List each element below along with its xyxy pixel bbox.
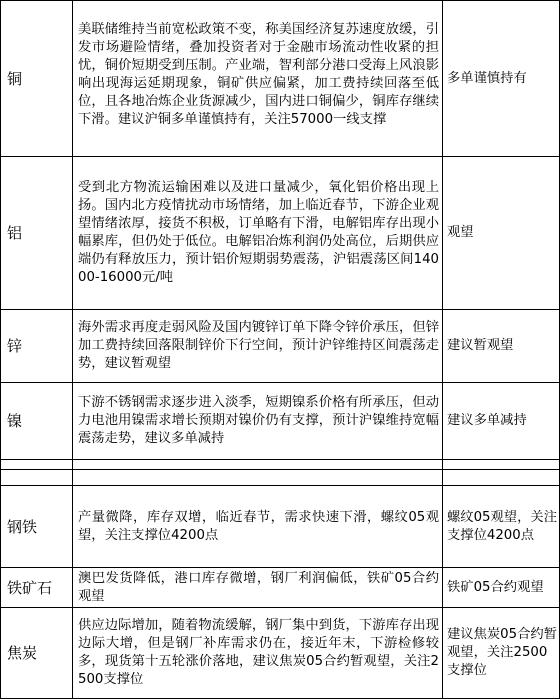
commodity-name: 镍 xyxy=(7,412,23,430)
suggestion-text: 多单谨慎持有 xyxy=(447,70,527,86)
commodity-name-cell xyxy=(1,486,73,568)
suggestion-cell xyxy=(443,157,560,310)
commodity-name: 铝 xyxy=(7,224,23,242)
market-view-text: 产量微降，库存双增，临近春节，需求快速下滑，螺纹05观望，关注支撑位4200点 xyxy=(78,509,439,543)
table-row-aluminum xyxy=(1,157,560,310)
commodity-name: 铁矿石 xyxy=(7,578,53,597)
commodity-name: 焦炭 xyxy=(7,644,38,662)
market-view-text: 澳巴发货降低，港口库存微增，钢厂利润偏低，铁矿05合约观望 xyxy=(78,570,439,604)
suggestion-cell xyxy=(443,383,560,460)
table-row-nickel xyxy=(1,383,560,460)
commodity-name-cell xyxy=(1,608,73,699)
market-view-cell xyxy=(73,310,443,383)
commodity-name-cell xyxy=(1,310,73,383)
commodity-name-cell xyxy=(1,1,73,157)
market-view-text: 美联储维持当前宽松政策不变，称美国经济复苏速度放缓，引发市场避险情绪，叠加投资者对于金融市场流动性收紧的担忧，铜价短期受到压制。产业端，智利部分港口受海上风浪影响出现海运延期现象，铜矿供应偏紧，加工费持续回落至低位，且各地冶炼企业货源减少，国内进口铜偏少，铜库存继续下滑。建议沪铜多单谨慎持有，关注57000一线支撑 xyxy=(78,21,439,127)
suggestion-text: 螺纹05观望，关注支撑位4200点 xyxy=(447,509,557,543)
market-view-text: 下游不锈钢需求逐步进入淡季，短期镍系价格有所承压，但动力电池用镍需求增长预期对镍价仍有支撑，预计沪镍维持宽幅震荡走势，建议多单减持 xyxy=(78,395,439,446)
suggestion-text: 铁矿05合约观望 xyxy=(447,579,544,595)
commodity-name: 钢铁 xyxy=(7,517,38,536)
commodity-name-cell xyxy=(1,568,73,608)
commodity-name-cell xyxy=(1,383,73,460)
market-view-text: 供应边际增加，随着物流缓解，钢厂集中到货，下游库存出现边际大增，但是钢厂补库需求仍在，接近年末，下游检修较多，现货第十五轮涨价落地，建议焦炭05合约暂观望，关注2500支撑位 xyxy=(78,618,439,687)
commodity-name: 锌 xyxy=(7,337,23,355)
market-view-cell xyxy=(73,1,443,157)
table-row-steel xyxy=(1,486,560,568)
table-row-iron-ore xyxy=(1,568,560,608)
market-view-text: 受到北方物流运输困难以及进口量减少，氧化铝价格出现上扬。国内北方疫情扰动市场情绪，加上临近春节，下游企业观望情绪浓厚，接货不积极，订单略有下滑，电解铝库存出现小幅累库，但仍处于低位。电解铝冶炼利润仍处高位，后期供应端仍有释放压力，预计铝价短期弱势震荡，沪铝震荡区间14000-16000元/吨 xyxy=(78,180,439,285)
commodity-name-cell xyxy=(1,157,73,310)
commodity-name: 铜 xyxy=(7,69,23,88)
table-row-copper xyxy=(1,1,560,157)
suggestion-text: 建议焦炭05合约暂观望，关注2500支撑位 xyxy=(447,627,557,678)
market-view-text: 海外需求再度走弱风险及国内镀锌订单下降令锌价承压，但锌加工费持续回落限制锌价下行空间，预计沪锌维持区间震荡走势，建议暂观望 xyxy=(78,320,439,371)
suggestion-cell xyxy=(443,1,560,157)
suggestion-text: 建议暂观望 xyxy=(447,338,514,353)
market-view-cell xyxy=(73,608,443,699)
table-row-zinc xyxy=(1,310,560,383)
market-view-cell xyxy=(73,383,443,460)
section-separator-row xyxy=(1,460,560,470)
suggestion-cell xyxy=(443,486,560,568)
suggestion-cell xyxy=(443,310,560,383)
suggestion-cell xyxy=(443,608,560,699)
table-row-coke xyxy=(1,608,560,699)
suggestion-cell xyxy=(443,568,560,608)
suggestion-text: 建议多单减持 xyxy=(447,413,527,428)
market-view-cell xyxy=(73,568,443,608)
suggestion-text: 观望 xyxy=(447,225,474,240)
market-view-cell xyxy=(73,486,443,568)
market-view-cell xyxy=(73,157,443,310)
empty-row xyxy=(1,470,560,486)
